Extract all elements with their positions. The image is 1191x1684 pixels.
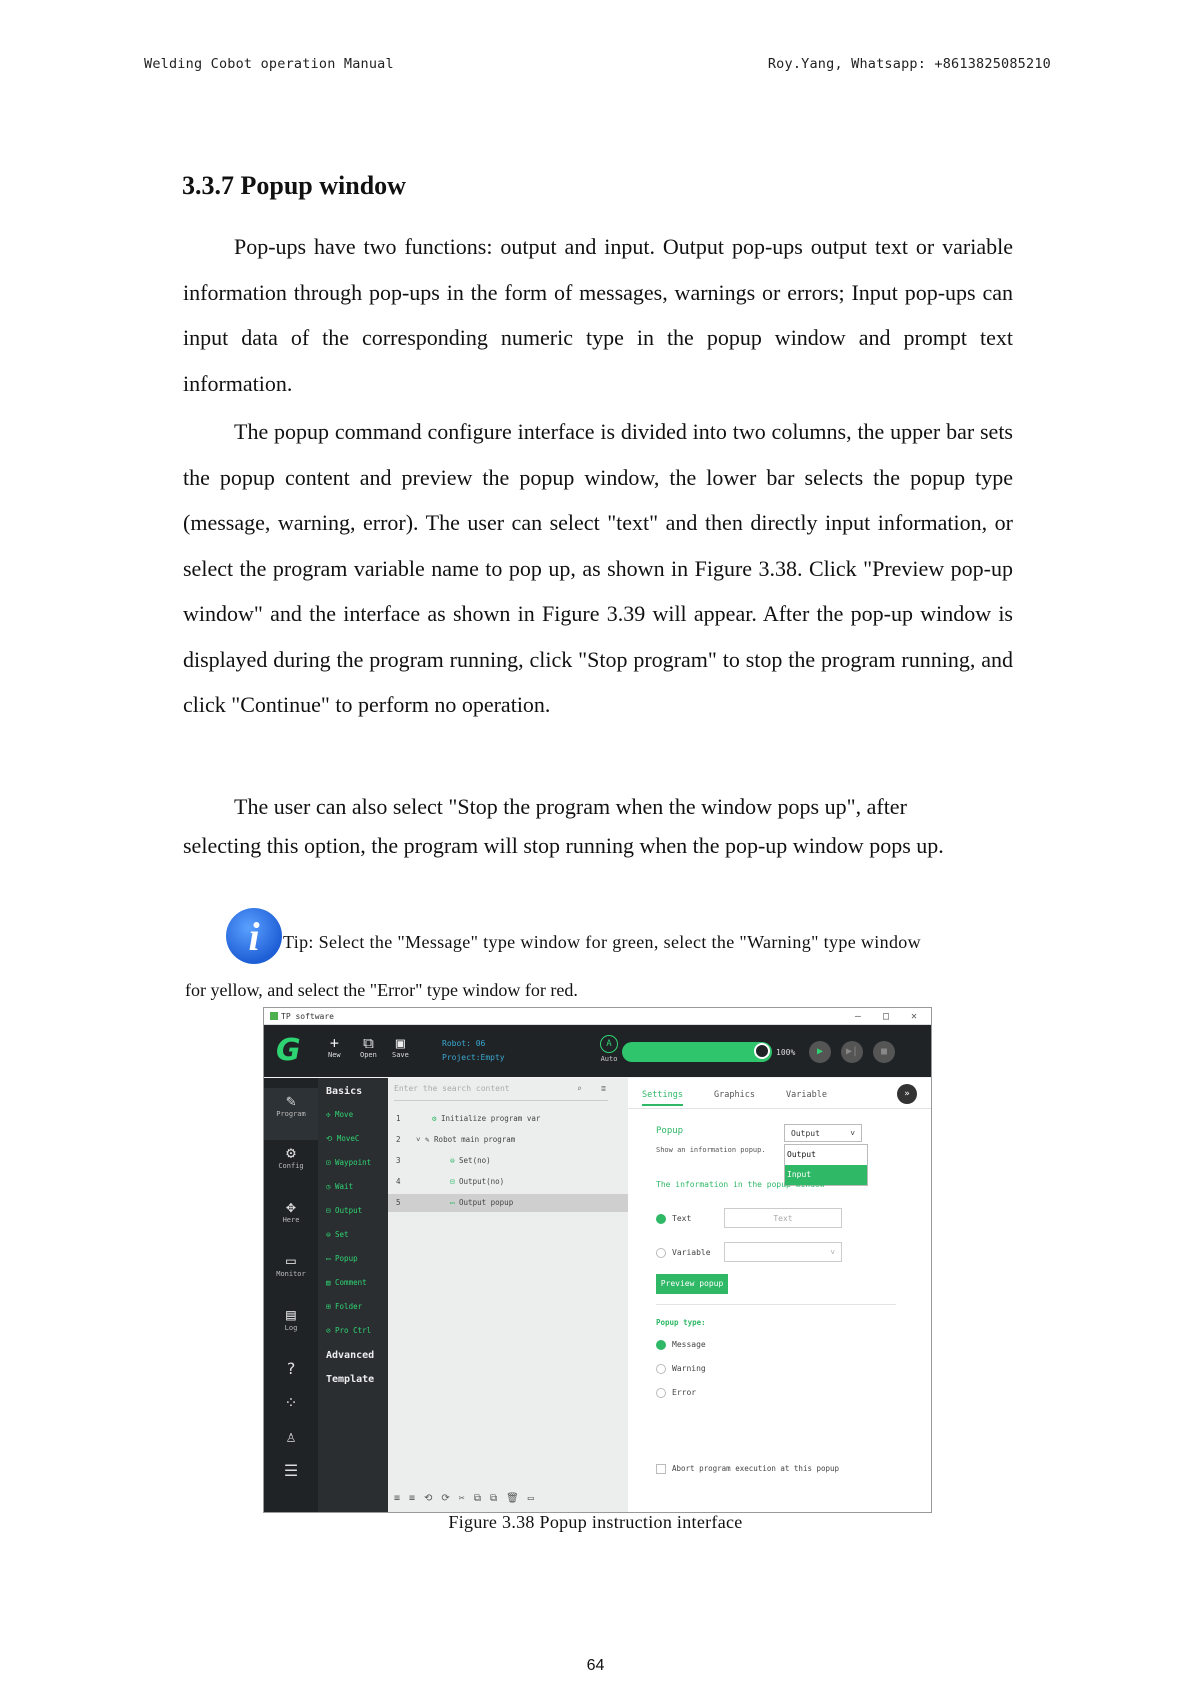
close-icon[interactable]: ✕ [910,1010,917,1022]
speed-slider[interactable] [622,1042,772,1062]
info-icon: i [226,908,282,964]
paragraph-1: Pop-ups have two functions: output and input. Output pop-ups output text or variable information through pop-ups in the form of messages, warnings or errors; Input pop-ups can input data of the corresponding numeric type in the popup window and prompt text information. [183,234,1013,396]
slider-knob[interactable] [754,1043,770,1059]
command-panel [318,1078,388,1512]
main-nav [264,1078,318,1512]
tab-settings[interactable]: Settings [642,1090,683,1106]
minimize-icon[interactable]: – [854,1010,861,1022]
search-input[interactable]: Enter the search content ⌕ ≣ [394,1084,608,1101]
user-icon[interactable]: ♙ [286,1427,296,1446]
option-output[interactable]: Output [787,1150,816,1159]
cmd-set[interactable]: ⊜ Set [326,1230,349,1239]
error-label: Error [672,1388,697,1397]
speed-percent: 100% [776,1048,796,1057]
message-radio[interactable] [656,1340,666,1350]
plus-icon: + [329,1034,339,1052]
cmd-output[interactable]: ⊟ Output [326,1206,363,1215]
text-radio-label: Text [672,1214,692,1223]
popup-description: Show an information popup. [656,1146,766,1154]
help-icon[interactable]: ? [286,1359,296,1378]
option-input[interactable]: Input [785,1165,867,1185]
cmd-popup[interactable]: ▭ Popup [326,1254,358,1263]
paragraph-3: The user can also select "Stop the program when the window pops up", after selecting this option, the program will stop running when the pop-up window pops up. [183,794,944,858]
tab-bar [628,1078,931,1109]
nav-log[interactable]: ▤ Log [264,1306,318,1332]
tree-row[interactable]: 2 ˅ ✎ Robot main program [396,1135,516,1144]
auto-mode[interactable]: A Auto [600,1035,618,1063]
basics-heading[interactable]: Basics [326,1086,363,1097]
abort-checkbox[interactable] [656,1464,666,1474]
nav-here[interactable]: ✥ Here [264,1198,318,1224]
play-icon[interactable]: ▶ [809,1041,831,1063]
popup-mode-select[interactable]: Output ˅ [784,1124,862,1142]
advanced-heading[interactable]: Advanced [326,1350,375,1361]
window-title: TP software [281,1011,334,1021]
divider [656,1304,896,1305]
cmd-comment[interactable]: ▤ Comment [326,1278,367,1287]
apps-icon[interactable]: ⁘ [284,1393,298,1412]
window-titlebar [264,1008,931,1025]
open-button[interactable]: ⧉ Open [360,1034,377,1059]
program-tree [388,1078,628,1512]
pencil-icon: ✎ [286,1091,296,1110]
tab-variable[interactable]: Variable [786,1090,827,1100]
paragraph-2: The popup command configure interface is divided into two columns, the upper bar sets the popup content and preview the popup window, the lower bar selects the popup type (message, warning, error). The user can select "text" and then directly input information, or select the program variable name to pop up, as shown in Figure 3.38. Click "Preview pop-up window" and the interface as shown in Figure 3.39 will appear. After the pop-up window is displayed during the program running, click "Stop program" to stop the program running, and click "Continue" to perform no operation. [183,419,1013,717]
move-icon: ✥ [286,1197,296,1216]
chevron-down-icon: ˅ [850,1129,855,1138]
app-icon [270,1012,278,1020]
cmd-movec[interactable]: ⟲ MoveC [326,1134,360,1143]
stop-icon[interactable]: ■ [873,1041,895,1063]
figure-caption: Figure 3.38 Popup instruction interface [448,1512,743,1532]
nav-monitor[interactable]: ▭ Monitor [264,1252,318,1278]
expand-icon[interactable]: » [897,1084,917,1104]
header-right: Roy.Yang, Whatsapp: +8613825085210 [767,56,1051,72]
menu-icon[interactable]: ☰ [283,1461,299,1480]
settings-panel [628,1078,931,1512]
robot-info: Robot: 06 Project:Empty [442,1039,505,1062]
save-button[interactable]: ▣ Save [392,1034,409,1059]
tip-line-1: Tip: Select the "Message" type window for green, select the "Warning" type window [283,932,921,952]
tree-row[interactable]: 1 ⚙ Initialize program var [396,1114,541,1123]
message-label: Message [672,1340,706,1349]
search-icon[interactable]: ⌕ [577,1084,582,1093]
popup-interface-figure [263,1007,932,1513]
nav-program[interactable]: ✎ Program [264,1088,318,1140]
variable-radio-label: Variable [672,1248,711,1257]
preview-popup-button[interactable]: Preview popup [656,1274,728,1294]
header-left: Welding Cobot operation Manual [144,56,394,72]
tree-toolbar[interactable]: ≡≡⟲⟳✂⧉⧉🗑▭ [394,1493,543,1504]
monitor-icon: ▭ [286,1251,296,1270]
text-radio[interactable] [656,1214,666,1224]
tip-line-2: for yellow, and select the "Error" type window for red. [185,980,578,1000]
log-icon: ▤ [286,1305,296,1324]
cmd-waypoint[interactable]: ⊡ Waypoint [326,1158,372,1167]
warning-radio[interactable] [656,1364,666,1374]
new-button[interactable]: + New [328,1034,341,1059]
config-icon: ⚙ [286,1143,296,1162]
page-number: 64 [586,1657,605,1674]
maximize-icon[interactable]: □ [882,1010,889,1022]
tree-row-selected[interactable]: 5 ▭ Output popup [388,1194,628,1212]
template-heading[interactable]: Template [326,1374,375,1385]
info-label: The information in the popup window [656,1180,825,1189]
cmd-move[interactable]: ✣ Move [326,1110,354,1119]
text-field[interactable]: Text [724,1208,842,1228]
cmd-proctrl[interactable]: ⊘ Pro Ctrl [326,1326,372,1335]
variable-radio[interactable] [656,1248,666,1258]
toolbar [264,1025,931,1077]
filter-icon[interactable]: ≣ [601,1084,606,1093]
tab-graphics[interactable]: Graphics [714,1090,755,1100]
abort-label: Abort program execution at this popup [672,1464,840,1473]
cmd-folder[interactable]: ⊞ Folder [326,1302,363,1311]
step-icon[interactable]: ▶| [841,1041,863,1063]
logo: G [276,1033,301,1068]
auto-icon: A [600,1035,618,1053]
nav-config[interactable]: ⚙ Config [264,1144,318,1170]
error-radio[interactable] [656,1388,666,1398]
open-icon: ⧉ [363,1034,374,1052]
popup-label: Popup [656,1126,684,1136]
cmd-wait[interactable]: ◷ Wait [326,1182,354,1191]
section-title: 3.3.7 Popup window [182,171,406,200]
save-icon: ▣ [395,1034,405,1052]
tree-row[interactable]: 3 ⊜ Set(no) [396,1156,491,1165]
variable-select[interactable]: ˅ [724,1242,842,1262]
popup-type-label: Popup type: [656,1318,706,1327]
tree-row[interactable]: 4 ⊟ Output(no) [396,1177,505,1186]
warning-label: Warning [672,1364,706,1373]
